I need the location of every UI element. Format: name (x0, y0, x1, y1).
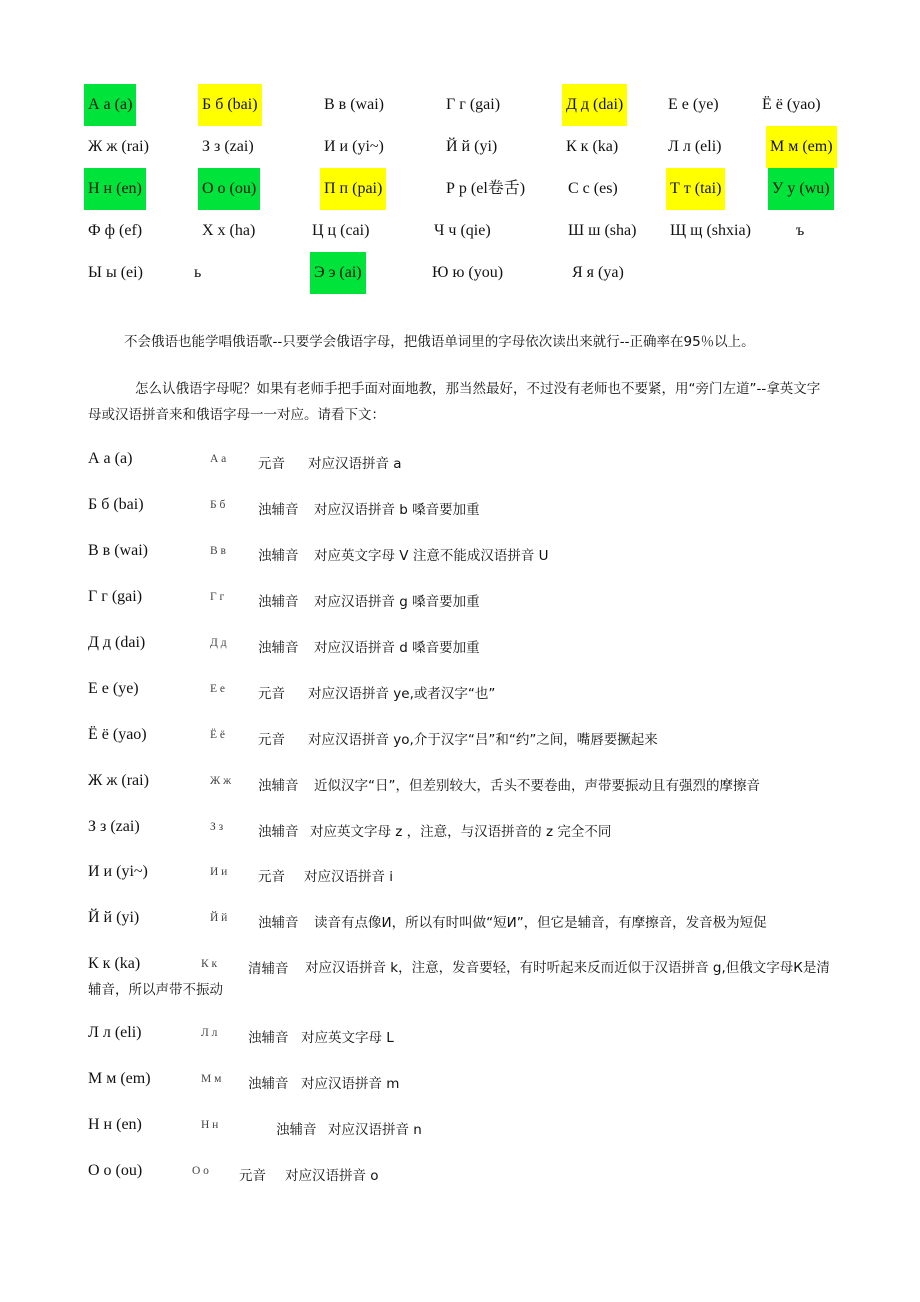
alphabet-cell: Ж ж (rai) (88, 138, 149, 155)
alphabet-cell: М м (em) (766, 126, 837, 168)
letter-label: Ё ё (yao) (88, 726, 147, 743)
sound-type: 元音 (258, 456, 285, 472)
alphabet-row (0, 168, 920, 210)
pronunciation-note: 对应汉语拼音 i (304, 869, 394, 885)
alphabet-cell: Ц ц (cai) (312, 222, 370, 239)
alphabet-cell: Ю ю (you) (432, 264, 504, 281)
letter-print-form: Н н (201, 1119, 219, 1131)
alphabet-cell: Ы ы (ei) (88, 264, 143, 281)
alphabet-cell: К к (ka) (566, 138, 619, 155)
alphabet-cell: О о (ou) (198, 168, 260, 210)
pronunciation-note: 对应英文字母 V 注意不能成汉语拼音 U (314, 548, 549, 564)
sound-type: 浊辅音 (258, 594, 299, 610)
letter-label: Е е (ye) (88, 680, 139, 697)
pronunciation-note: 读音有点像И，所以有时叫做“短И”，但它是辅音，有摩擦音，发音极为短促 (314, 915, 767, 931)
letter-print-form: Д д (210, 637, 227, 649)
pronunciation-note: 对应英文字母 z ，注意，与汉语拼音的 z 完全不同 (310, 824, 612, 840)
alphabet-cell: Ё ё (yao) (762, 96, 821, 113)
alphabet-row (0, 84, 920, 126)
letter-label: Ж ж (rai) (88, 772, 149, 789)
letter-print-form: К к (201, 958, 218, 970)
pronunciation-note: 对应汉语拼音 yo,介于汉字“吕”和“约”之间，嘴唇要撅起来 (308, 732, 658, 748)
sound-type: 浊辅音 (258, 915, 299, 931)
sound-type: 元音 (258, 732, 285, 748)
alphabet-cell: И и (yi~) (324, 138, 384, 155)
alphabet-cell: ъ (796, 222, 805, 239)
pronunciation-note: 对应汉语拼音 a (308, 456, 402, 472)
letter-label: Д д (dai) (88, 634, 146, 651)
alphabet-cell: В в (wai) (324, 96, 384, 113)
letter-label: Г г (gai) (88, 588, 143, 605)
alphabet-cell: Я я (ya) (572, 264, 624, 281)
alphabet-cell: Щ щ (shxia) (670, 222, 751, 239)
sound-type: 元音 (258, 869, 285, 885)
alphabet-cell: Р р (el卷舌) (446, 180, 526, 197)
letter-print-form: Б б (210, 499, 226, 511)
sound-type: 浊辅音 (248, 1030, 289, 1046)
letter-label: К к (ka) (88, 955, 141, 972)
letter-label: Й й (yi) (88, 909, 140, 926)
letter-print-form: И и (210, 866, 228, 878)
pronunciation-note: 对应汉语拼音 k，注意，发音要轻，有时听起来反而近似于汉语拼音 g,但俄文字母К是清辅音，所以声带不振动 (88, 960, 830, 998)
letter-label: М м (em) (88, 1070, 151, 1087)
intro-paragraph-1: 不会俄语也能学唱俄语歌--只要学会俄语字母，把俄语单词里的字母依次读出来就行--正确率在95％以上。 (124, 334, 755, 350)
letter-print-form: А а (210, 453, 227, 465)
alphabet-cell: А а (a) (84, 84, 136, 126)
alphabet-cell: З з (zai) (202, 138, 254, 155)
letter-label: Л л (eli) (88, 1024, 142, 1041)
alphabet-cell: Б б (bai) (198, 84, 262, 126)
sound-type: 浊辅音 (248, 1076, 289, 1092)
sound-type: 浊辅音 (258, 824, 299, 840)
sound-type: 浊辅音 (258, 548, 299, 564)
letter-print-form: В в (210, 545, 226, 557)
letter-print-form: О о (192, 1165, 209, 1177)
alphabet-cell: ь (194, 264, 202, 281)
alphabet-cell: Й й (yi) (446, 138, 498, 155)
pronunciation-note: 对应汉语拼音 d 嗓音要加重 (314, 640, 480, 656)
pronunciation-note: 对应汉语拼音 b 嗓音要加重 (314, 502, 480, 518)
letter-label: И и (yi~) (88, 863, 148, 880)
letter-print-form: Ж ж (210, 775, 232, 787)
alphabet-cell: Н н (en) (84, 168, 146, 210)
letter-print-form: З з (210, 821, 224, 833)
letter-label: О о (ou) (88, 1162, 143, 1179)
letter-print-form: Й й (210, 912, 228, 924)
pronunciation-note: 对应汉语拼音 o (285, 1168, 379, 1184)
alphabet-cell: У у (wu) (768, 168, 834, 210)
letter-print-form: Е е (210, 683, 226, 695)
pronunciation-note: 对应英文字母 L (301, 1030, 394, 1046)
alphabet-row (0, 126, 920, 168)
alphabet-cell: Ш ш (sha) (568, 222, 637, 239)
sound-type: 浊辅音 (258, 502, 299, 518)
alphabet-cell: С с (es) (568, 180, 618, 197)
alphabet-cell: П п (pai) (320, 168, 386, 210)
pronunciation-note: 对应汉语拼音 g 嗓音要加重 (314, 594, 480, 610)
alphabet-cell: Л л (eli) (668, 138, 722, 155)
sound-type: 元音 (258, 686, 285, 702)
letter-label: В в (wai) (88, 542, 148, 559)
pronunciation-note: 对应汉语拼音 n (328, 1122, 422, 1138)
letter-label: Б б (bai) (88, 496, 144, 513)
letter-print-form: Ё ё (210, 729, 226, 741)
pronunciation-note: 近似汉字“日”，但差别较大，舌头不要卷曲，声带要振动且有强烈的摩擦音 (314, 778, 760, 794)
pronunciation-note: 对应汉语拼音 ye,或者汉字“也” (308, 686, 496, 702)
alphabet-row (0, 210, 920, 252)
alphabet-cell: Ф ф (ef) (88, 222, 143, 239)
alphabet-cell: Ч ч (qie) (434, 222, 491, 239)
alphabet-cell: Х х (ha) (202, 222, 256, 239)
alphabet-cell: Т т (tai) (666, 168, 725, 210)
sound-type: 浊辅音 (258, 778, 299, 794)
alphabet-row (0, 252, 920, 294)
sound-type: 元音 (239, 1168, 266, 1184)
letter-label: А а (a) (88, 450, 133, 467)
alphabet-cell: Г г (gai) (446, 96, 501, 113)
pronunciation-note: 对应汉语拼音 m (301, 1076, 400, 1092)
alphabet-cell: Е е (ye) (668, 96, 719, 113)
sound-type: 浊辅音 (258, 640, 299, 656)
sound-type: 浊辅音 (276, 1122, 317, 1138)
letter-label: З з (zai) (88, 818, 140, 835)
intro-paragraph-2: 怎么认俄语字母呢？如果有老师手把手面对面地教，那当然最好，不过没有老师也不要紧，用“旁门左道”--拿英文字母或汉语拼音来和俄语字母一一对应。请看下文： (88, 381, 821, 423)
alphabet-cell: Д д (dai) (562, 84, 627, 126)
letter-print-form: Л л (201, 1027, 218, 1039)
alphabet-cell: Э э (ai) (310, 252, 366, 294)
letter-print-form: Г г (210, 591, 225, 603)
letter-label: Н н (en) (88, 1116, 142, 1133)
letter-print-form: М м (201, 1073, 222, 1085)
sound-type: 清辅音 (248, 961, 289, 977)
